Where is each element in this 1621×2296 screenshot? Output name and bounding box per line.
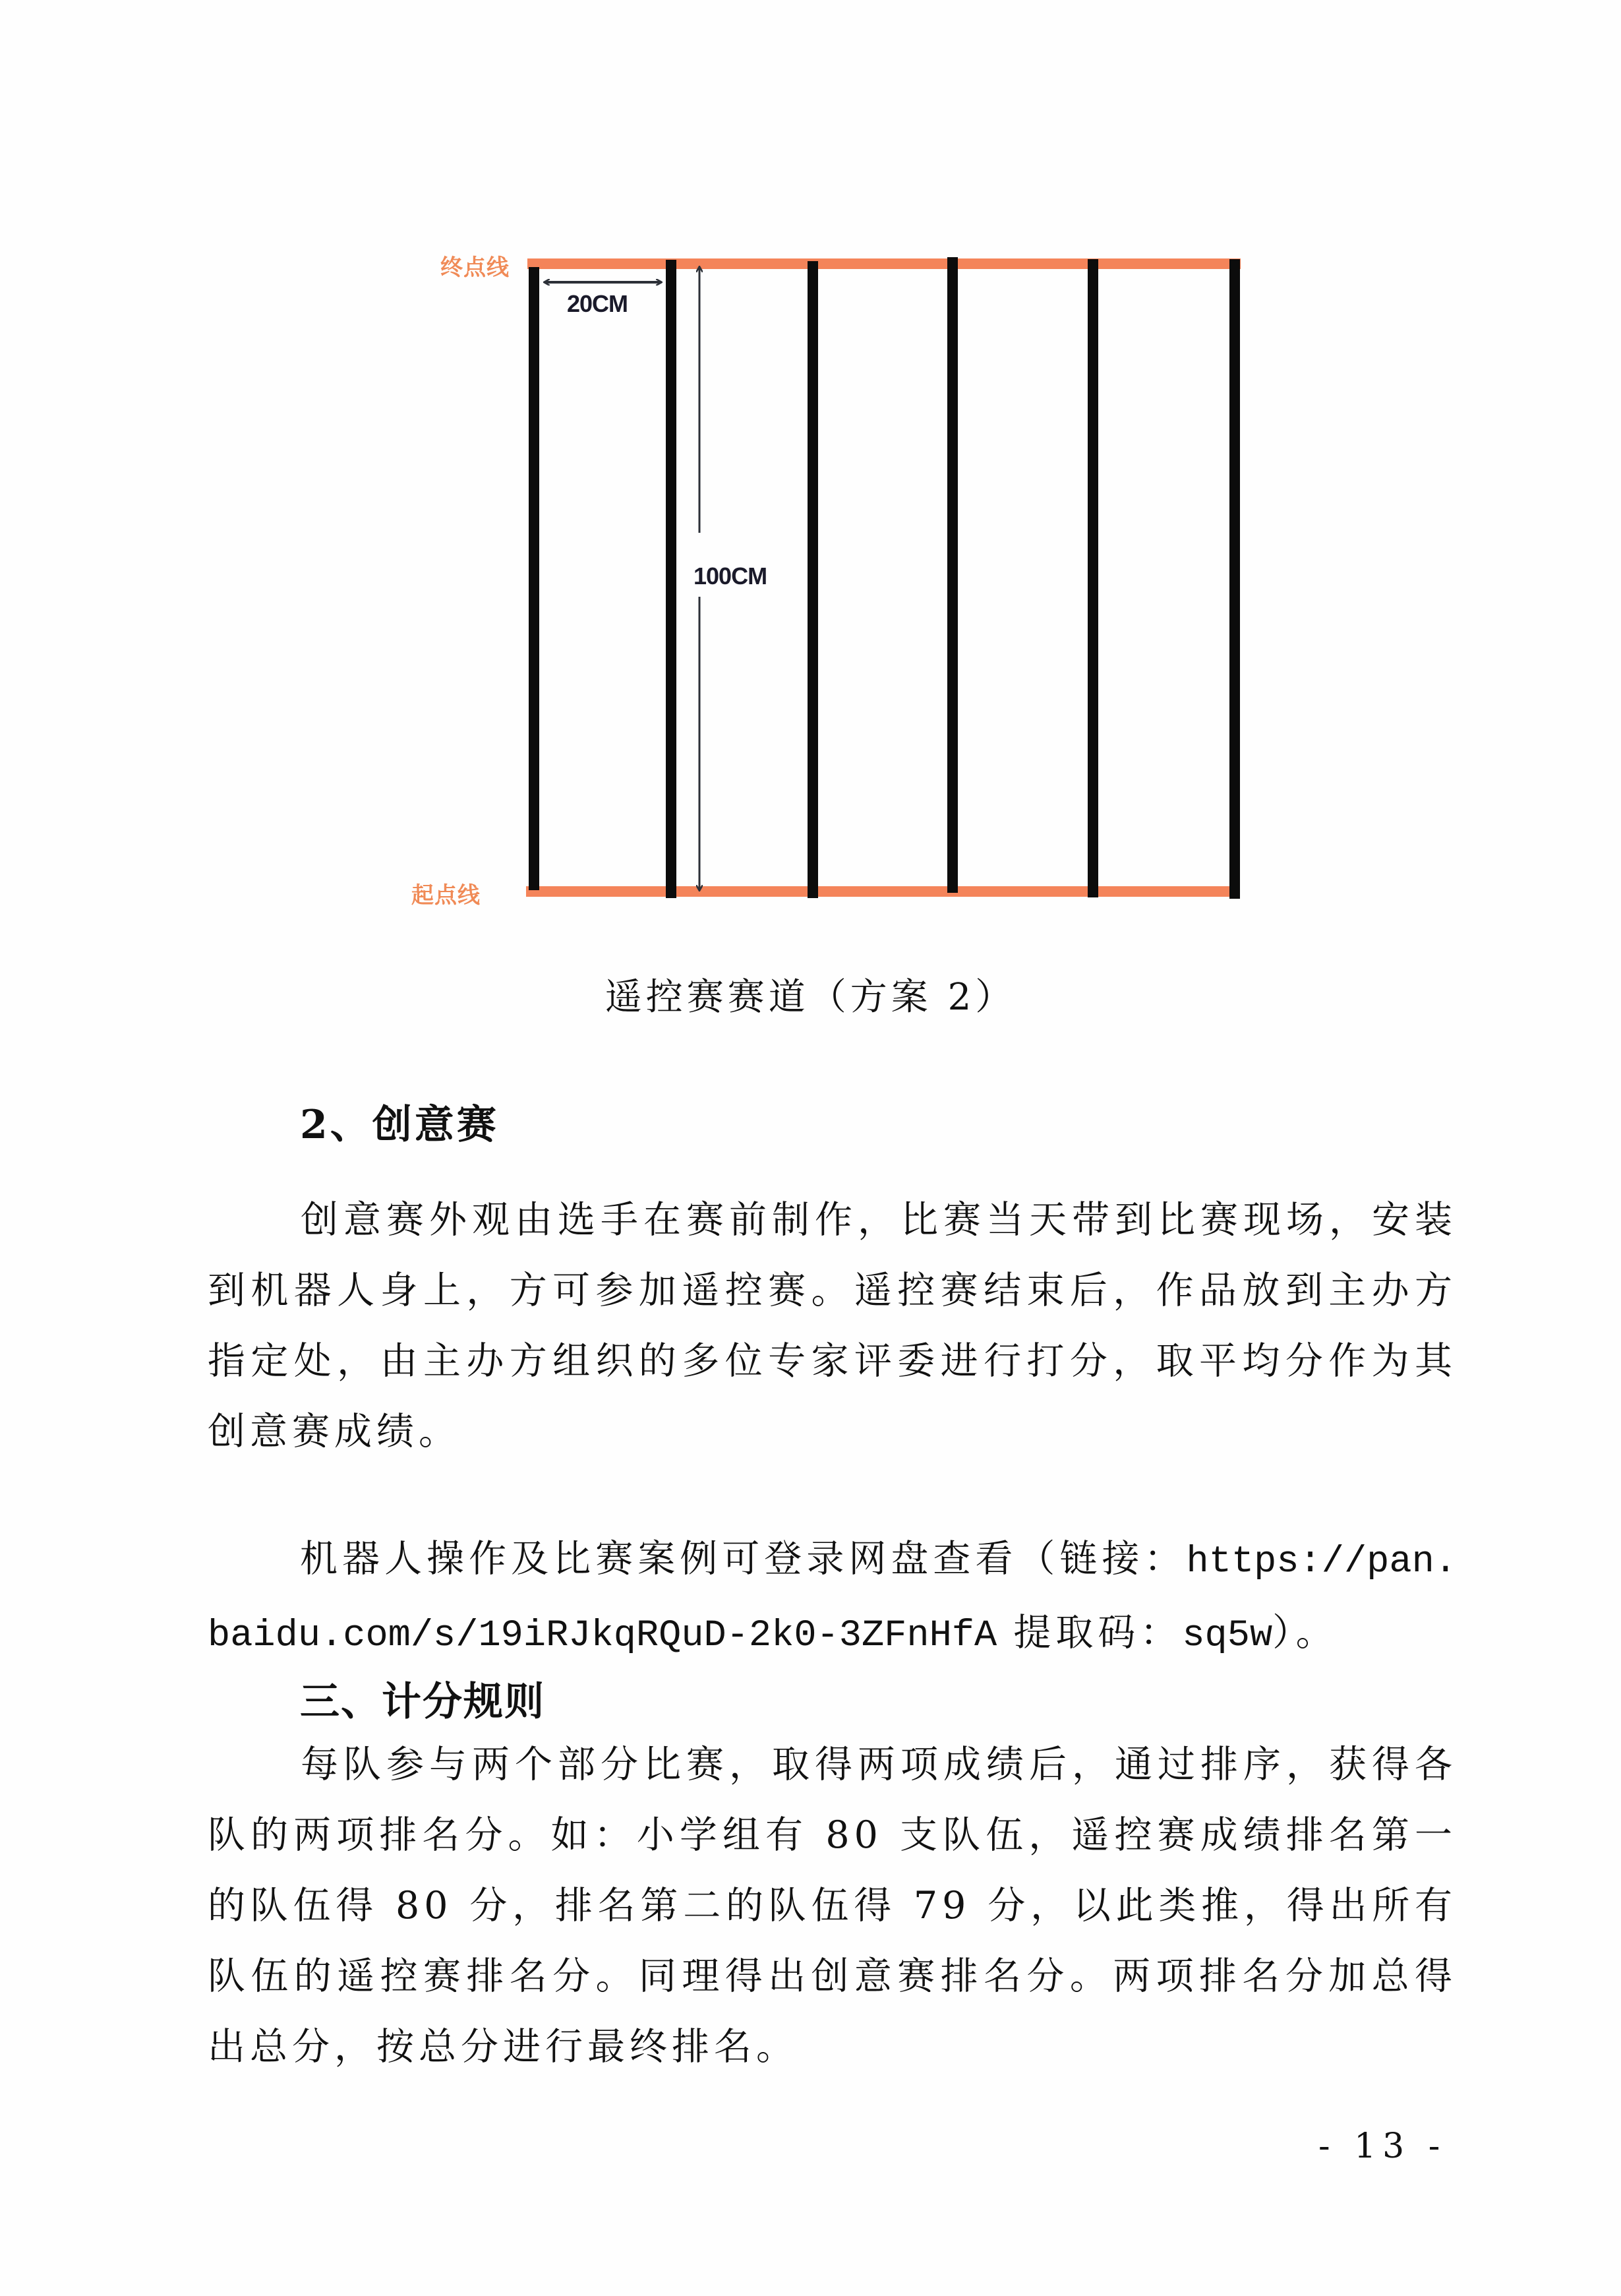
creative-paragraph [208, 1185, 1457, 1467]
scoring-paragraph [208, 1730, 1457, 2082]
resource-paragraph-end: ）。 [1272, 1611, 1338, 1654]
finish-line-label: 终点线 [440, 255, 510, 281]
section-heading-scoring: 三、计分规则 [300, 1679, 545, 1725]
extraction-code: sq5w [1182, 1615, 1273, 1657]
resource-paragraph-text: 机器人操作及比赛案例可登录网盘查看（链接： [300, 1537, 1187, 1581]
section-heading-creative: 2、创意赛 [300, 1102, 499, 1148]
creative-paragraph-text: 创意赛外观由选手在赛前制作，比赛当天带到比赛现场，安装到机器人身上，方可参加遥控赛。遥控赛结束后，作品放到主办方指定处，由主办方组织的多位专家评委进行打分，取平均分作为其创意赛成绩。 [208, 1198, 1457, 1453]
resource-paragraph [208, 1524, 1457, 1672]
page-number: - 13 - [1318, 2127, 1447, 2166]
start-line-label: 起点线 [411, 882, 481, 909]
netdisk-link[interactable]: https://pan.baidu.com/s/19iRJkqRQuD-2k0-3ZFnHfA [208, 1541, 1457, 1657]
scoring-paragraph-text: 每队参与两个部分比赛，取得两项成绩后，通过排序，获得各队的两项排名分。如：小学组有 80 支队伍，遥控赛成绩排名第一的队伍得 80 分，排名第二的队伍得 79 分，以此类推，得出所有队伍的遥控赛排名分。同理得出创意赛排名分。两项排名分加总得出总分，按总分进行最终排名。 [208, 1743, 1457, 2069]
track-length-label: 100CM [693, 562, 767, 589]
dimension-arrows-icon [0, 0, 1621, 923]
extraction-code-label: 提取码： [997, 1611, 1183, 1654]
lane-width-label: 20CM [567, 290, 628, 317]
diagram-caption: 遥控赛赛道（方案 2） [604, 976, 1017, 1019]
